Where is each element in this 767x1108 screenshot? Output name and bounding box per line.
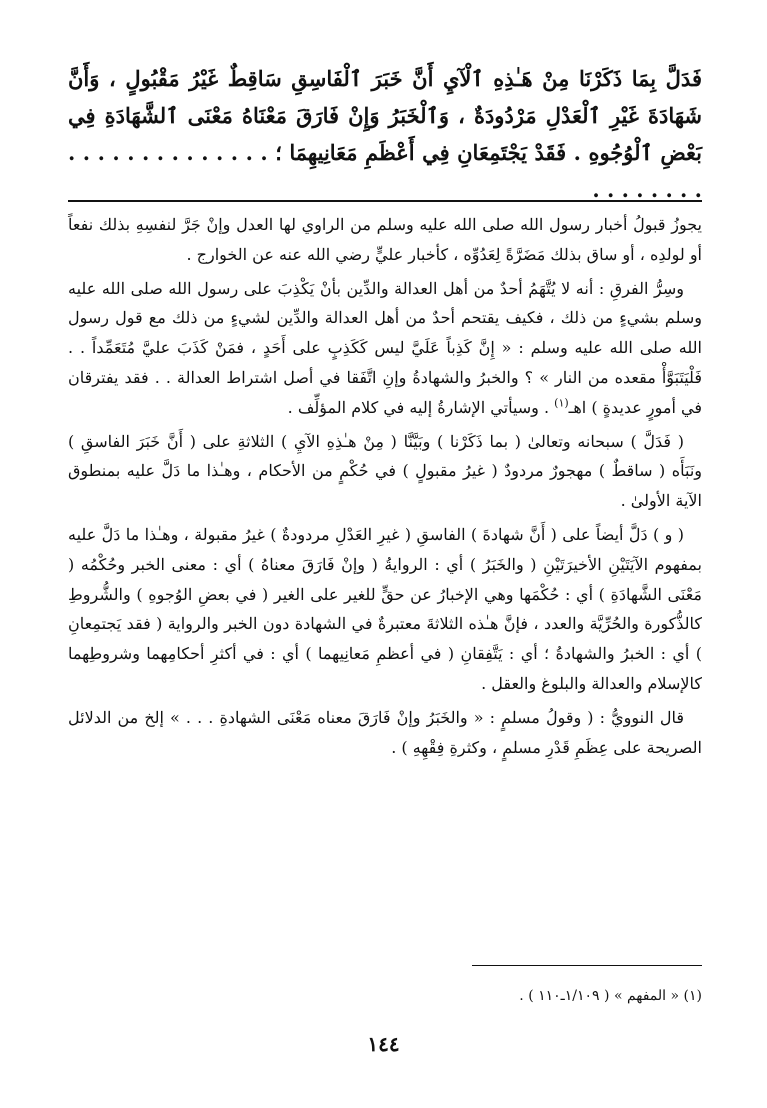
footnote-text: « المفهم » ( ١/١٠٩ـ١١٠ ) .	[519, 988, 680, 1004]
commentary-paragraph-2-tail: . وسيأتي الإشارةُ إليه في كلام المؤلِّف .	[287, 397, 555, 417]
main-text-line-2: ٱلْعَدْلِ مَرْدُودَةٌ ، وَٱلْخَبَرُ وَإِنْ فَارَقَ مَعْنَاهُ مَعْنَى ٱلشَّهَادَةِ فِي بَعْضِ ٱلْوُجُوهِ . فَقَدْ	[68, 103, 703, 165]
ellipsis-dots: . . . . . . . . . . . . . . . . . . . . . .	[68, 140, 702, 202]
commentary-paragraph-3: ( فَدَلَّ ) سبحانه وتعالىٰ ( بما ذَكَرْنا ) وبَيَّنَّا ( مِنْ هـٰذِهِ الآيِ ) الثلاثةِ على ( أَنَّ خَبَرَ الفاسقِ ) ونَبَأَه ( ساقطٌ ) مهجورٌ مردودٌ ( غيرُ مقبولٍ ) في حُكْمٍ من الأحكام ، وهـٰذا ما دَلَّ عليه بمنطوق الآية الأولىٰ .	[68, 431, 703, 511]
main-text-line-1: فَدَلَّ بِمَا ذَكَرْنَا مِنْ هَـٰذِهِ ٱلْآيِ أَنَّ خَبَرَ ٱلْفَاسِقِ سَاقِطٌ غَيْرُ مَقْبُولٍ ، وَأَنَّ شَهَادَةَ غَيْرِ	[68, 66, 703, 128]
commentary-paragraph-4: ( و ) دَلَّ أيضاً على ( أَنَّ شهادةَ ) الفاسقِ ( غيرِ العَدْلِ مردودةٌ ) غيرُ مقبولة ، وهـٰذا ما دَلَّ عليه بمفهوم الآيَتَيْنِ الأخيرَتَيْنِ ( والخَبَرُ ) أي : الروايةُ ( وإنْ فَارَقَ معناهُ ) أي : معنى الخبر وحُكْمُه ( مَعْنَى الشَّهادَةِ ) أي : حُكْمَها وهي الإخبارُ عن حقٍّ للغير على الغير ( في بعضِ الوُجوهِ ) والشُّروطِ كالذُّكورة والحُرِّيَّة والعدد ، فإنَّ هـٰذه الثلاثةَ معتبرةٌ في الشهادة دون الخبر والرواية ( فقد يَجتمِعانِ ) أي : الخبرُ والشهادةُ ؛ أي : يَتَّفِقانِ ( في أعظمِ مَعانِيهما ) أي : في أكثرِ أحكامِهما وشروطِهما كالإسلام والعدالة والبلوغ والعقل .	[68, 524, 702, 693]
page-number: ١٤٤	[367, 1032, 400, 1056]
main-text-divider	[68, 200, 702, 202]
footnote-divider	[472, 965, 702, 966]
commentary-paragraph-1: يجوزُ قبولُ أخبار رسول الله صلى الله عليه وسلم من الراوي لها العدل وإنْ جَرَّ لنفسِهِ بذلك نفعاً أو لولدِه ، أو ساق بذلك مَضَرَّةً لِعَدُوِّه ، كأخبار عليٍّ رضي الله عنه عن الخوارج .	[68, 215, 702, 264]
footnote	[68, 985, 702, 1007]
main-text-line-3: يَجْتَمِعَانِ فِي أَعْظَمِ مَعَانِيهِمَا ؛	[275, 140, 527, 165]
commentary-paragraph-5: قال النوويُّ : ( وقولُ مسلمٍ : « والخَبَرُ وإنْ فَارَقَ معناه مَعْنَى الشهادةِ . . . » إلخ من الدلائل الصريحة على عِظَمِ قَدْرِ مسلمٍ ، وكثرةِ فِقْهِهِ ) .	[68, 707, 702, 757]
commentary-paragraph-2-text: وسِرُّ الفرقِ : أنه لا يُتَّهَمُ أحدٌ من أهل العدالة والدِّين بأنْ يَكْذِبَ على رسول الله صلى الله عليه وسلم بشيءٍ من ذلك ، فكيف يقتحم أحدٌ من أهل العدالة والدِّين لشيءٍ من ذلك مع قول رسول الله صلى الله عليه وسلم : « إِنَّ كَذِباً عَلَيَّ ليس كَكَذِبٍ على أَحَدٍ ، فمَنْ كَذَبَ عليَّ مُتَعَمِّداً . . فَلْيَتَبَوَّأْ مقعده من النار » ؟ والخبرُ والشهادةُ وإنِ اتَّفَقا في أصل اشتراط العدالة . . فقد يفترقان في أمورٍ عديدةٍ ) اهـ	[68, 278, 703, 417]
footnote-marker: (١)	[683, 988, 702, 1004]
commentary-block	[68, 210, 702, 766]
footnote-reference[interactable]: (١)	[554, 396, 569, 410]
main-text-block	[68, 60, 702, 208]
commentary-paragraph-2	[68, 274, 702, 423]
